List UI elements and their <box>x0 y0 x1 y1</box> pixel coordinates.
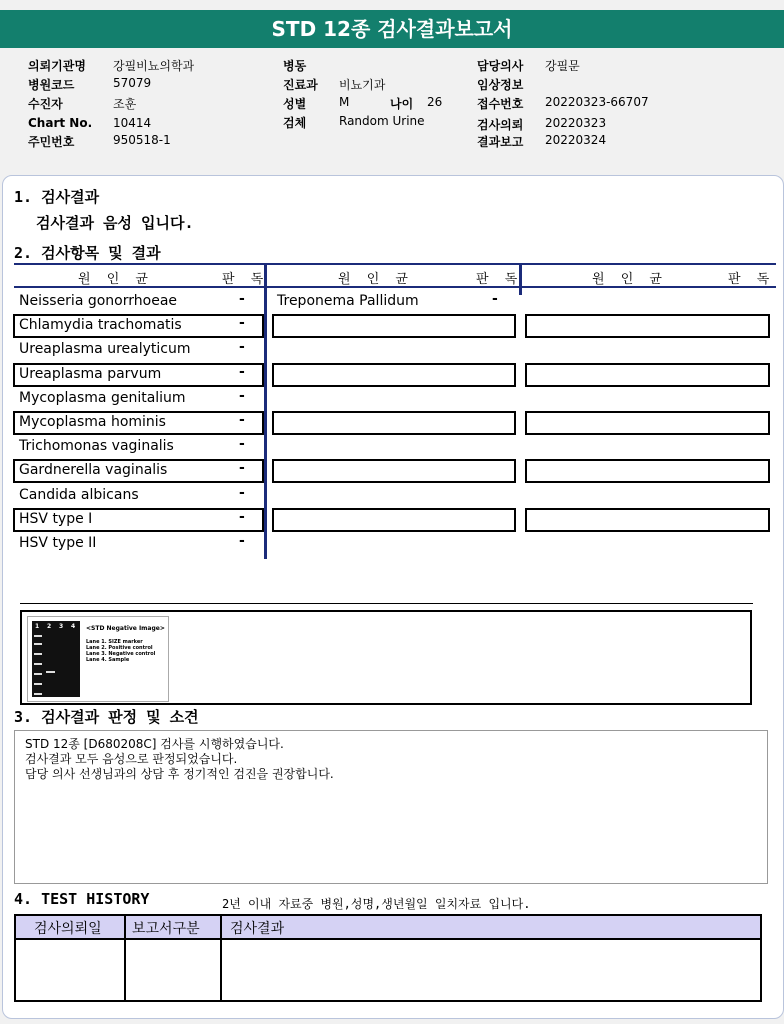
report-title: STD 12종 검사결과보고서 <box>0 10 784 48</box>
doctor-label: 담당의사 <box>477 59 524 73</box>
section1-title: 1. 검사결과 <box>14 188 100 206</box>
gel-band <box>34 635 42 637</box>
pathogen-result: - <box>239 315 245 331</box>
section4-title: 4. TEST HISTORY <box>14 890 150 908</box>
gel-band <box>46 671 55 673</box>
report-label: 결과보고 <box>477 135 524 149</box>
gel-lanes <box>32 621 80 697</box>
pathogen-name: Trichomonas vaginalis <box>19 438 174 454</box>
rrn-label: 주민번호 <box>28 135 75 149</box>
pathogen-name: Ureaplasma urealyticum <box>19 341 191 357</box>
row-box <box>525 459 770 483</box>
opinion-line: 담당 의사 선생님과의 상담 후 정기적인 검진을 권장합니다. <box>25 767 334 781</box>
gel-band <box>34 663 42 665</box>
pathogen-result: - <box>239 509 245 525</box>
gel-legend: Lane 2. Positive control <box>86 645 153 651</box>
ward-label: 병동 <box>283 59 307 73</box>
pathogen-name: HSV type I <box>19 511 93 527</box>
specimen-value: Random Urine <box>339 114 425 128</box>
row-box <box>525 411 770 435</box>
pathogen-result: - <box>239 460 245 476</box>
section2-title: 2. 검사항목 및 결과 <box>14 244 161 262</box>
chart-label: Chart No. <box>28 116 93 130</box>
col-pathogen-header: 원 인 균 <box>78 272 154 287</box>
pathogen-result: - <box>239 364 245 380</box>
lane-number: 1 <box>35 623 40 630</box>
history-col-divider <box>124 916 126 1000</box>
pathogen-name: Mycoplasma genitalium <box>19 390 186 406</box>
opinion-box <box>14 730 768 884</box>
pathogen-name: Gardnerella vaginalis <box>19 462 168 478</box>
lane-number: 4 <box>71 623 76 630</box>
report-value: 20220324 <box>545 133 607 147</box>
rrn-value: 950518-1 <box>113 133 171 147</box>
gel-image-frame <box>20 610 752 705</box>
pathogen-result: - <box>239 291 245 307</box>
dept-value: 비뇨기과 <box>339 78 386 92</box>
gel-legend: Lane 4. Sample <box>86 657 130 663</box>
lane-number: 3 <box>59 623 64 630</box>
col-judge-header: 판 독 <box>476 272 524 287</box>
gel-band <box>34 673 42 675</box>
dept-label: 진료과 <box>283 78 318 92</box>
specimen-label: 검체 <box>283 116 307 130</box>
opinion-line: 검사결과 모두 음성으로 판정되었습니다. <box>25 752 238 766</box>
pathogen-name: Ureaplasma parvum <box>19 366 162 382</box>
clinical-label: 임상정보 <box>477 78 524 92</box>
pathogen-result: - <box>239 339 245 355</box>
sex-label: 성별 <box>283 97 307 111</box>
pathogen-name: Treponema Pallidum <box>277 293 419 309</box>
pathogen-result: - <box>239 436 245 452</box>
age-label: 나이 <box>390 97 414 111</box>
pathogen-result: - <box>492 291 498 307</box>
pathogen-name: Chlamydia trachomatis <box>19 317 182 333</box>
row-box <box>272 411 516 435</box>
hospital-label: 의뢰기관명 <box>28 59 86 73</box>
chart-value: 10414 <box>113 116 152 130</box>
request-value: 20220323 <box>545 116 607 130</box>
pathogen-result: - <box>239 533 245 549</box>
col-pathogen-header: 원 인 균 <box>592 272 668 287</box>
pathogen-name: Neisseria gonorrhoeae <box>19 293 178 309</box>
lane-number: 2 <box>47 623 52 630</box>
history-header <box>16 916 760 940</box>
patient-value: 조훈 <box>113 97 137 111</box>
result-summary: 검사결과 음성 입니다. <box>36 214 194 232</box>
pathogen-name: HSV type II <box>19 535 97 551</box>
code-label: 병원코드 <box>28 78 75 92</box>
row-box <box>272 459 516 483</box>
gel-legend: Lane 1. SIZE marker <box>86 639 143 645</box>
pathogen-result: - <box>239 485 245 501</box>
gel-title: <STD Negative Image> <box>86 625 165 632</box>
table-top-line <box>14 263 776 265</box>
history-col-divider <box>220 916 222 1000</box>
receipt-value: 20220323-66707 <box>545 95 649 109</box>
gel-legend: Lane 3. Negative control <box>86 651 156 657</box>
section3-title: 3. 검사결과 판정 및 소견 <box>14 708 199 726</box>
history-note: 2년 이내 자료중 병원,성명,생년월일 일치자료 입니다. <box>222 897 531 911</box>
col-judge-header: 판 독 <box>222 272 270 287</box>
history-table <box>14 914 762 1002</box>
code-value: 57079 <box>113 76 152 90</box>
sex-value: M <box>339 95 350 109</box>
doctor-value: 강필문 <box>545 59 580 73</box>
pathogen-name: Mycoplasma hominis <box>19 414 166 430</box>
pathogen-result: - <box>239 388 245 404</box>
history-col-header: 검사결과 <box>230 921 285 937</box>
row-box <box>525 363 770 387</box>
gel-band <box>34 693 42 695</box>
age-value: 26 <box>427 95 443 109</box>
row-box <box>272 508 516 532</box>
history-col-header: 보고서구분 <box>132 921 200 937</box>
row-box <box>525 314 770 338</box>
divider <box>20 603 753 604</box>
pathogen-name: Candida albicans <box>19 487 139 503</box>
gel-band <box>34 653 42 655</box>
patient-label: 수진자 <box>28 97 63 111</box>
receipt-label: 접수번호 <box>477 97 524 111</box>
hospital-value: 강필비뇨의학과 <box>113 59 195 73</box>
col-pathogen-header: 원 인 균 <box>338 272 414 287</box>
opinion-line: STD 12종 [D680208C] 검사를 시행하였습니다. <box>25 737 284 751</box>
col-judge-header: 판 독 <box>728 272 776 287</box>
column-divider <box>264 263 267 559</box>
gel-image <box>27 616 169 702</box>
row-box <box>525 508 770 532</box>
history-col-header: 검사의뢰일 <box>34 921 102 937</box>
row-box <box>272 363 516 387</box>
pathogen-result: - <box>239 412 245 428</box>
request-label: 검사의뢰 <box>477 118 524 132</box>
row-box <box>272 314 516 338</box>
gel-band <box>34 643 42 645</box>
gel-band <box>34 683 42 685</box>
